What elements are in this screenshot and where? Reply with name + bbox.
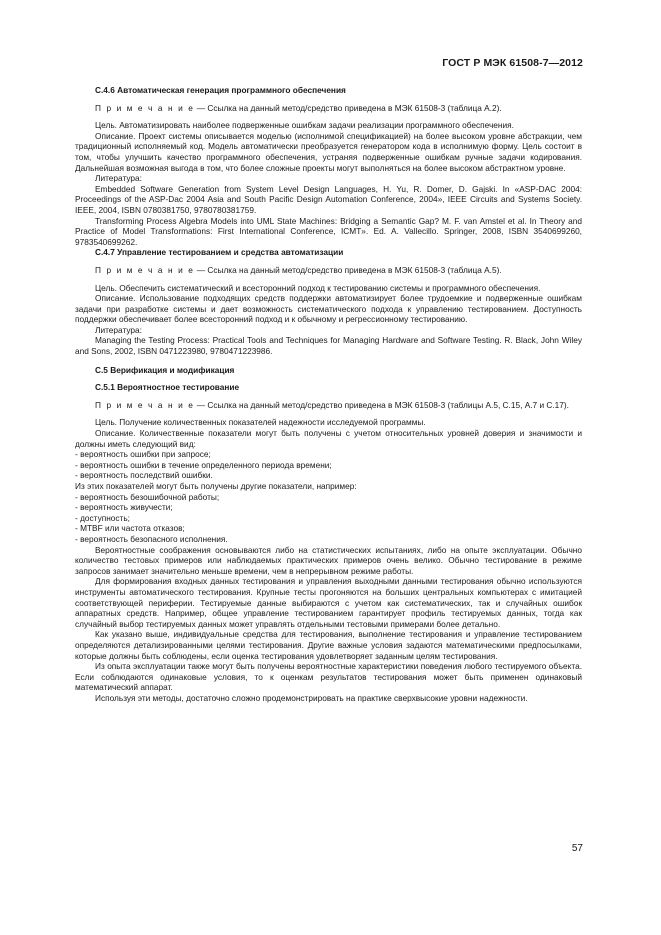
note — [75, 400, 582, 411]
list-item: - вероятность ошибки в течение определенного периода времени; — [75, 460, 582, 471]
list-item: - вероятность живучести; — [75, 502, 582, 513]
note-label: П р и м е ч а н и е — [95, 264, 195, 275]
note — [75, 103, 582, 114]
goal-paragraph: Цель. Автоматизировать наиболее подверженные ошибкам задачи реализации программного обеспечения. — [95, 120, 514, 131]
literature-label: Литература: — [95, 173, 142, 184]
description-paragraph: Описание. Проект системы описывается моделью (исполнимой спецификацией) на более высоком уровне абстракции, чем традиционный исполняемый код. Модель автоматически преобразуется генератором кода в исполнимую форму. Цель состоит в том, чтобы улучшить качество программного обеспечения, устраняя подверженные ошибкам ручные задачи кодирования. Дальнейшая возможная выгода в том, что более сложные проекты могут выполняться на более высоком абстрактном уровне. — [75, 130, 582, 173]
description-paragraph: Описание. Количественные показатели могут быть получены с учетом относительных уровней доверия и значимости и должны иметь следующий вид: — [75, 428, 582, 449]
literature-label: Литература: — [95, 324, 142, 335]
body-paragraph: Для формирования входных данных тестирования и управления выходными данными тестирования обычно используются инструменты автоматического тестирования. Крупные тесты прогоняются на больших центральных компьютерах с имитацией соответствующей периферии. Тестируемые данные выбираются с учетом как систематических, так и случайных ошибок аппаратных средств. Например, общее управление тестированием гарантирует профиль тестируемых данных, тогда как случайный выбор тестируемых данных может управлять отдельными тестовыми примерами более детально. — [75, 576, 582, 629]
goal-paragraph: Цель. Обеспечить систематический и всесторонний подход к тестированию системы и программного обеспечения. — [95, 282, 541, 293]
note-label: П р и м е ч а н и е — [95, 102, 195, 113]
list-item: - доступность; — [75, 513, 582, 524]
section-heading: C.4.6 Автоматическая генерация программного обеспечения — [95, 85, 346, 95]
note-text: — Ссылка на данный метод/средство приведена в МЭК 61508-3 (таблица А.2). — [194, 102, 502, 113]
list-item: - вероятность безопасного исполнения. — [75, 534, 582, 545]
body-paragraph: Используя эти методы, достаточно сложно продемонстрировать на практике сверхвысокие уровни надежности. — [95, 692, 528, 703]
section-heading: C.5 Верификация и модификация — [95, 364, 235, 375]
body-paragraph: Из опыта эксплуатации также могут быть получены вероятностные характеристики поведения любого тестируемого объекта. Если соблюдаются одинаковые условия, то к оценкам результатов тестирования может быть применен одинаковый математический аппарат. — [75, 661, 582, 693]
section-heading: C.5.1 Вероятностное тестирование — [95, 382, 240, 393]
document-header: ГОСТ Р МЭК 61508-7—2012 — [442, 57, 583, 69]
note-text: — Ссылка на данный метод/средство приведена в МЭК 61508-3 (таблица А.5). — [194, 264, 502, 275]
note-text: — Ссылка на данный метод/средство приведена в МЭК 61508-3 (таблицы А.5, С.15, А.7 и С.17). — [194, 399, 569, 410]
reference: Transforming Process Algebra Models into UML State Machines: Bridging a Semantic Gap? M. F. van Amstel et al. In Theory and Practice of Model Transformations: First International Conference, ICMT». Ed. A. Vallecillo. Springer, 2008, ISBN 3540699260, 9783540699262. — [75, 215, 582, 247]
note — [75, 265, 582, 276]
list-item: - MTBF или частота отказов; — [75, 523, 582, 534]
page-number: 57 — [571, 843, 583, 854]
section-heading: C.4.7 Управление тестированием и средства автоматизации — [95, 247, 344, 258]
body-paragraph: Как указано выше, индивидуальные средства для тестирования, выполнение тестирования и управление тестированием определяются детализированными целями тестирования. Другие важные условия задаются математическими предпосылками, которые должны быть соблюдены, если оценка тестирования удовлетворяет заданным целям тестирования. — [75, 629, 582, 661]
list-intro: Из этих показателей могут быть получены другие показатели, например: — [75, 481, 357, 491]
list-item: - вероятность последствий ошибки. — [75, 470, 582, 481]
list-item: - вероятность ошибки при запросе; — [75, 449, 582, 460]
goal-paragraph: Цель. Получение количественных показателей надежности исследуемой программы. — [95, 417, 426, 428]
list-item: - вероятность безошибочной работы; — [75, 492, 582, 503]
page-content — [75, 83, 582, 703]
reference: Embedded Software Generation from System Level Design Languages, H. Yu, R. Domer, D. Gajski. In «ASP-DAC 2004: Proceedings of the ASP-Dac 2004 Asia and South Pacific Design Automation Conference, 2004», IEEE Circuits and Systems Society. IEEE, 2004, ISBN 0780381750, 9780780381759. — [75, 183, 582, 215]
description-paragraph: Описание. Использование подходящих средств поддержки автоматизирует более трудоемкие и подверженные ошибкам задачи при разработке системы и дает возможность систематического подхода к управлению тестированием. Доступность поддержки обеспечивает более всесторонний подход и к обычному и регрессионному тестированию. — [75, 293, 582, 325]
reference: Managing the Testing Process: Practical Tools and Techniques for Managing Hardware and Software Testing. R. Black, John Wiley and Sons, 2002, ISBN 0471223980, 9780471223986. — [75, 335, 582, 357]
note-label: П р и м е ч а н и е — [95, 399, 195, 410]
body-paragraph: Вероятностные соображения основываются либо на статистических испытаниях, либо на опыте эксплуатации. Обычно количество тестовых примеров или наблюдаемых практических примеров очень велико. Обычно тестирование в режиме запросов занимает значительно меньше времени, чем в непрерывном режиме работы. — [75, 544, 582, 576]
